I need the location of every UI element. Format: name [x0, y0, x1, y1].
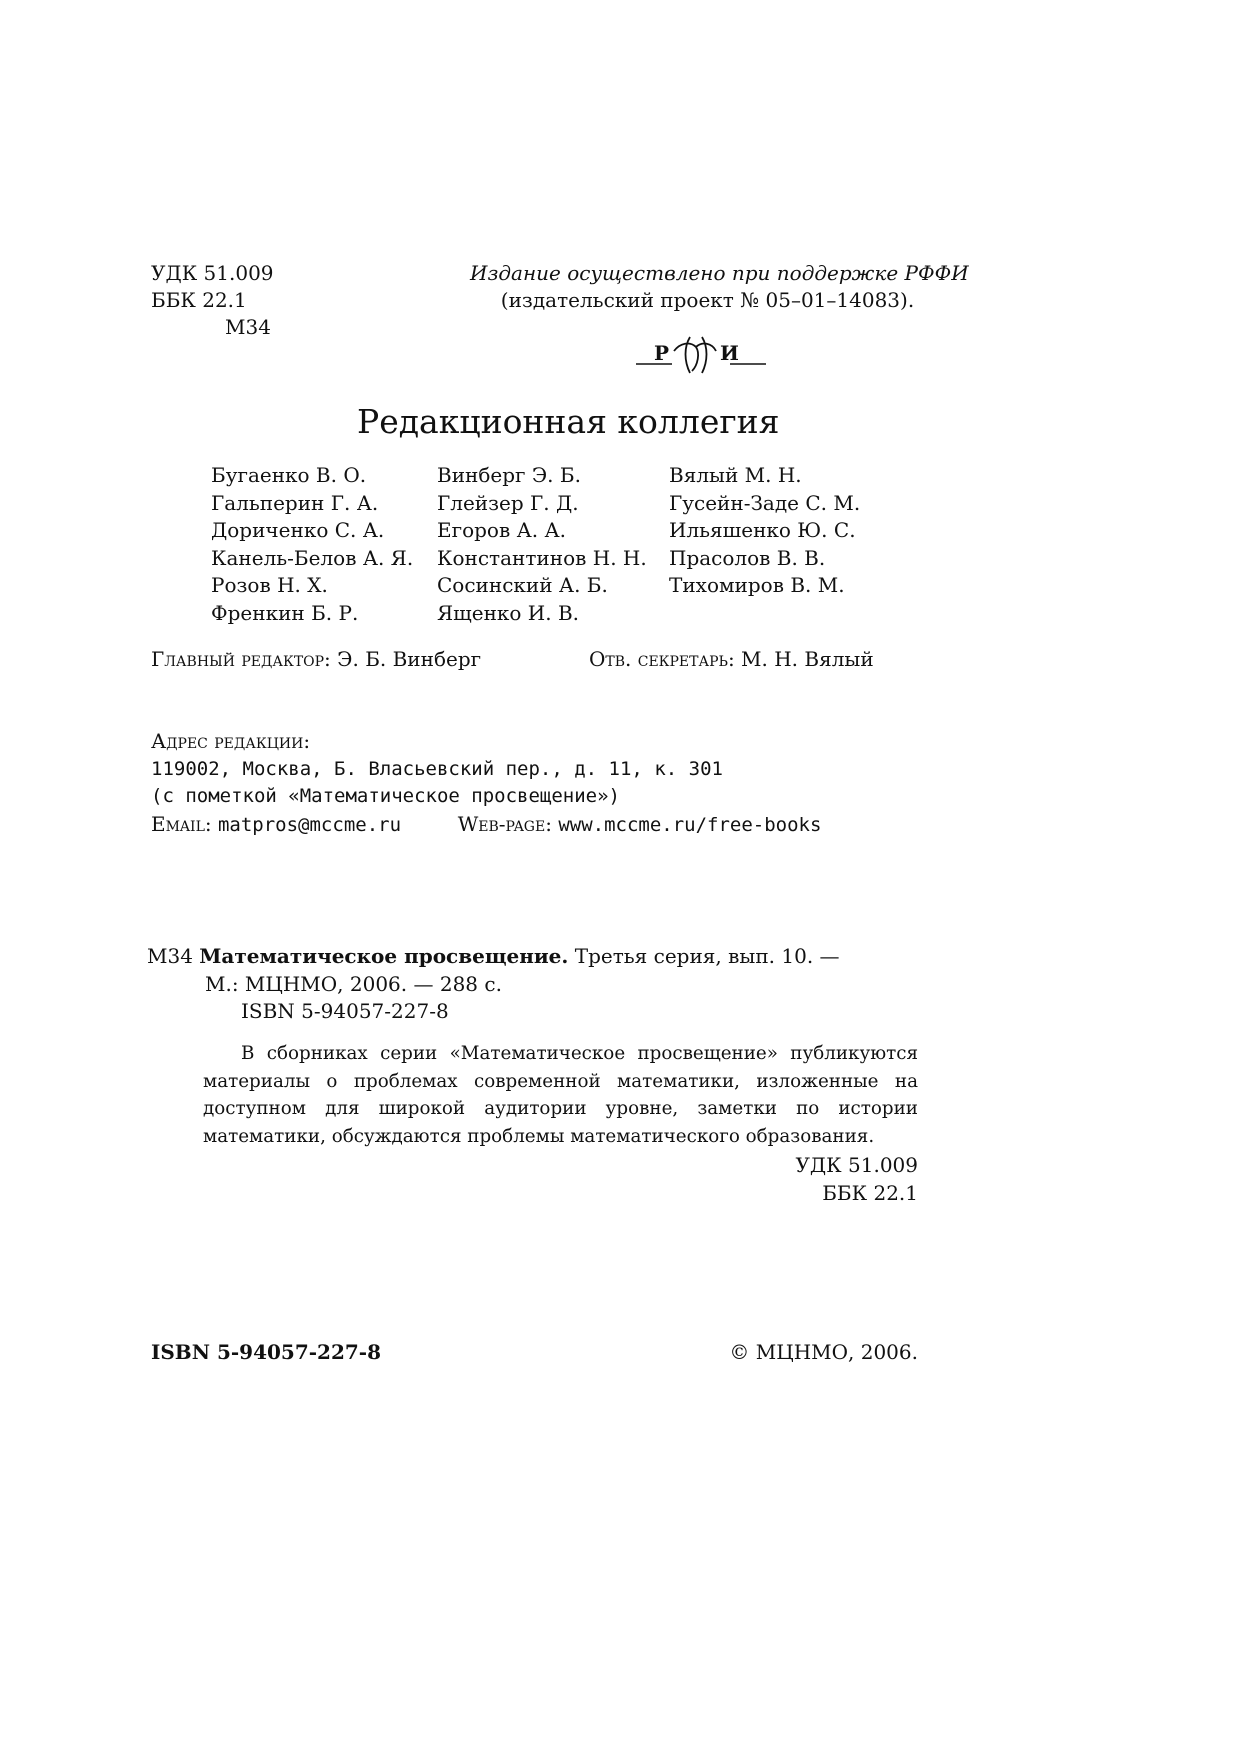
board-member: Константинов Н. Н. [437, 545, 647, 570]
web-label: Web-page: [457, 811, 552, 836]
address-note: (с пометкой «Математическое просвещение») [151, 785, 620, 807]
footer-isbn: ISBN 5-94057-227-8 [151, 1340, 382, 1364]
chief-editor-label: Главный редактор: [151, 647, 331, 671]
address-label: Адрес редакции: [151, 729, 311, 753]
secretary-name: М. Н. Вялый [741, 647, 874, 671]
board-member [669, 600, 909, 628]
editors-line [151, 647, 921, 671]
board-member: Гусейн-Заде С. М. [669, 490, 861, 515]
board-member: Розов Н. Х. [211, 573, 328, 597]
secretary-label: Отв. секретарь: [589, 647, 735, 671]
board-member: Глейзер Г. Д. [437, 490, 579, 515]
board-member: Сосинский А. Б. [437, 573, 608, 597]
board-member: Винберг Э. Б. [437, 463, 581, 487]
udk-code: УДК 51.009 [151, 261, 274, 285]
abstract-text: В сборниках серии «Математическое просвещение» публикуются материалы о проблемах современной математики, изложенные на доступном для широкой аудитории уровне, заметки по истории математики, обсуждаются проблемы математического образования. [203, 1043, 918, 1147]
board-member: Вялый М. Н. [669, 463, 802, 487]
author-mark: М34 [225, 315, 271, 339]
board-member: Бугаенко В. О. [211, 463, 367, 487]
board-member: Прасолов В. В. [669, 545, 826, 570]
board-member: Гальперин Г. А. [211, 490, 379, 515]
board-member: Френкин Б. Р. [211, 600, 359, 625]
bib-series: Третья серия, вып. 10. — [574, 944, 840, 968]
bib-publisher: М.: МЦНМО, 2006. — 288 с. [205, 971, 502, 996]
board-member: Ильяшенко Ю. С. [669, 518, 856, 542]
svg-text:Р: Р [654, 341, 670, 365]
bib-bbk: ББК 22.1 [822, 1180, 918, 1205]
board-member: Ященко И. В. [437, 600, 580, 625]
email-label: Email: [151, 811, 212, 836]
bib-code: М34 [147, 944, 193, 968]
board-member: Дориченко С. А. [211, 518, 385, 542]
rffi-logo [636, 333, 766, 375]
board-member: Тихомиров В. М. [669, 573, 845, 597]
bibliographic-record [147, 943, 927, 1026]
address-street: 119002, Москва, Б. Власьевский пер., д. 11, к. 301 [151, 757, 723, 780]
editorial-address [151, 728, 821, 839]
bib-classification [700, 1152, 918, 1207]
support-note [470, 260, 969, 314]
svg-text:И: И [720, 341, 739, 365]
classification-codes [151, 260, 274, 341]
bib-udk: УДК 51.009 [795, 1153, 918, 1177]
support-line-2: (издательский проект № 05–01–14083). [500, 288, 915, 312]
copyright: © МЦНМО, 2006. [729, 1340, 918, 1364]
board-member: Канель-Белов А. Я. [211, 545, 414, 570]
bbk-code: ББК 22.1 [151, 288, 247, 312]
bib-isbn: ISBN 5-94057-227-8 [241, 999, 449, 1023]
bib-title: Математическое просвещение. [199, 944, 569, 968]
board-members-grid [211, 462, 909, 627]
board-title: Редакционная коллегия [357, 402, 780, 441]
web-link[interactable]: www.mccme.ru/free-books [558, 813, 822, 836]
email-link[interactable]: matpros@mccme.ru [217, 813, 402, 836]
support-line-1: Издание осуществлено при поддержке РФФИ [470, 261, 969, 285]
chief-editor-name: Э. Б. Винберг [337, 647, 482, 671]
board-member: Егоров А. А. [437, 518, 566, 542]
